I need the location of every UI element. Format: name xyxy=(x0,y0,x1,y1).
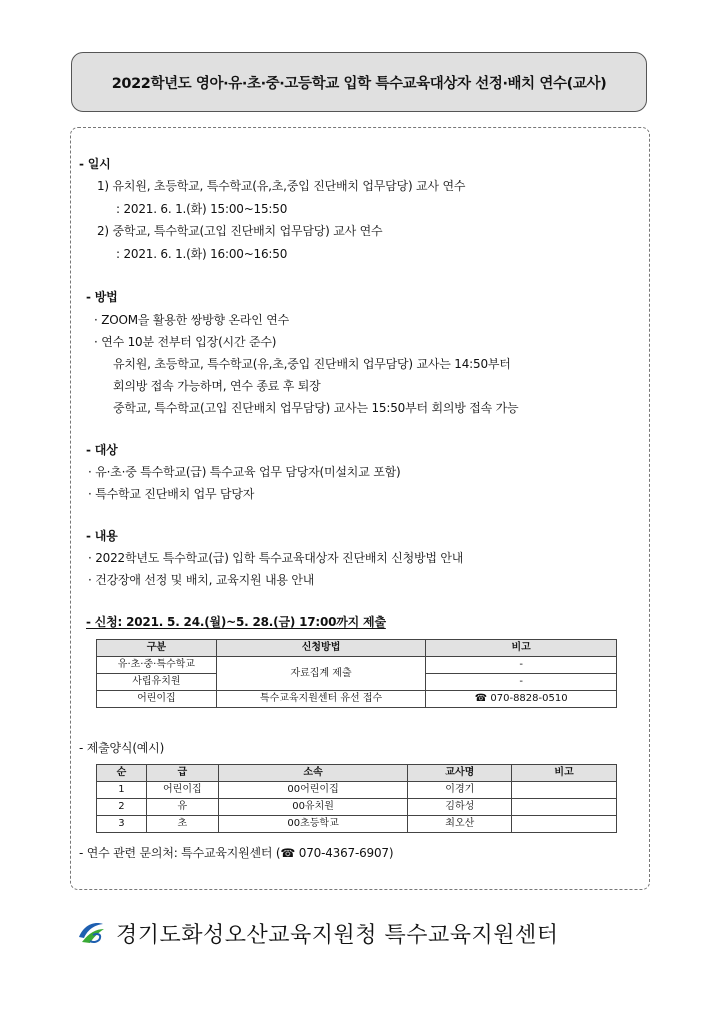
form-heading: - 제출양식(예시) xyxy=(79,741,165,755)
method-line-1: · ZOOM을 활용한 쌍방향 온라인 연수 xyxy=(94,313,290,327)
table-header-row xyxy=(97,765,617,782)
table-row xyxy=(97,799,617,816)
table-cell: 어린이집 xyxy=(97,691,217,708)
table-cell: 00유치원 xyxy=(218,799,408,816)
table-cell: 00초등학교 xyxy=(218,816,408,833)
method-line-4: 회의방 접속 가능하며, 연수 종료 후 퇴장 xyxy=(113,379,321,393)
table-cell: 사립유치원 xyxy=(97,674,217,691)
title-banner xyxy=(71,52,647,112)
table-cell-phone: ☎ 070-8828-0510 xyxy=(426,691,617,708)
org-name: 경기도화성오산교육지원청 특수교육지원센터 xyxy=(116,923,559,948)
target-heading: - 대상 xyxy=(86,443,118,457)
schedule-item-2: 2) 중학교, 특수학교(고입 진단배치 업무담당) 교사 연수 xyxy=(97,224,383,238)
contents-line-1: · 2022학년도 특수학교(급) 입학 특수교육대상자 진단배치 신청방법 안내 xyxy=(88,551,464,565)
table-row xyxy=(97,691,617,708)
contents-line-2: · 건강장애 선정 및 배치, 교육지원 내용 안내 xyxy=(88,573,315,587)
table-cell xyxy=(512,782,617,799)
table-cell xyxy=(512,799,617,816)
method-line-5: 중학교, 특수학교(고입 진단배치 업무담당) 교사는 15:50부터 회의방 접속 가능 xyxy=(113,401,519,415)
table-cell: 김하성 xyxy=(408,799,512,816)
table-row xyxy=(97,816,617,833)
page-title: 2022학년도 영아·유·초·중·고등학교 입학 특수교육대상자 선정·배치 연수(교사) xyxy=(111,75,607,92)
table-cell xyxy=(512,816,617,833)
table-cell: 유 xyxy=(146,799,218,816)
table-header: 구분 xyxy=(97,640,217,657)
schedule-item-1-time: : 2021. 6. 1.(화) 15:00~15:50 xyxy=(116,202,288,216)
table-cell: - xyxy=(426,657,617,674)
table-header: 순 xyxy=(97,765,147,782)
schedule-item-2-time: : 2021. 6. 1.(화) 16:00~16:50 xyxy=(116,247,288,261)
table-cell: 최오산 xyxy=(408,816,512,833)
table-cell: 이경기 xyxy=(408,782,512,799)
footer xyxy=(76,918,559,949)
form-table xyxy=(96,764,617,833)
apply-heading: - 신청: 2021. 5. 24.(월)~5. 28.(금) 17:00까지 제출 xyxy=(86,615,386,629)
table-header: 비고 xyxy=(426,640,617,657)
table-header: 비고 xyxy=(512,765,617,782)
table-cell: 특수교육지원센터 유선 접수 xyxy=(216,691,426,708)
method-line-2: · 연수 10분 전부터 입장(시간 준수) xyxy=(94,335,277,349)
method-line-3: 유치원, 초등학교, 특수학교(유,초,중입 진단배치 업무담당) 교사는 14:50부터 xyxy=(113,357,511,371)
table-cell: 00어린이집 xyxy=(218,782,408,799)
table-header: 급 xyxy=(146,765,218,782)
target-line-2: · 특수학교 진단배치 업무 담당자 xyxy=(88,487,255,501)
table-row xyxy=(97,782,617,799)
table-cell-merged: 자료집계 제출 xyxy=(216,657,426,691)
schedule-heading: - 일시 xyxy=(79,157,111,171)
table-header: 신청방법 xyxy=(216,640,426,657)
table-cell: 3 xyxy=(97,816,147,833)
table-cell: 유·초·중·특수학교 xyxy=(97,657,217,674)
contact-line: - 연수 관련 문의처: 특수교육지원센터 (☎ 070-4367-6907) xyxy=(79,846,394,860)
table-row xyxy=(97,657,617,674)
table-cell: 어린이집 xyxy=(146,782,218,799)
apply-table xyxy=(96,639,617,708)
schedule-item-1: 1) 유치원, 초등학교, 특수학교(유,초,중입 진단배치 업무담당) 교사 연수 xyxy=(97,179,466,193)
table-header: 교사명 xyxy=(408,765,512,782)
table-header: 소속 xyxy=(218,765,408,782)
table-cell: - xyxy=(426,674,617,691)
org-logo-icon xyxy=(76,919,106,949)
target-line-1: · 유·초·중 특수학교(급) 특수교육 업무 담당자(미설치교 포함) xyxy=(88,465,401,479)
table-cell: 초 xyxy=(146,816,218,833)
contents-heading: - 내용 xyxy=(86,529,118,543)
table-header-row xyxy=(97,640,617,657)
table-cell: 2 xyxy=(97,799,147,816)
method-heading: - 방법 xyxy=(86,290,118,304)
table-cell: 1 xyxy=(97,782,147,799)
